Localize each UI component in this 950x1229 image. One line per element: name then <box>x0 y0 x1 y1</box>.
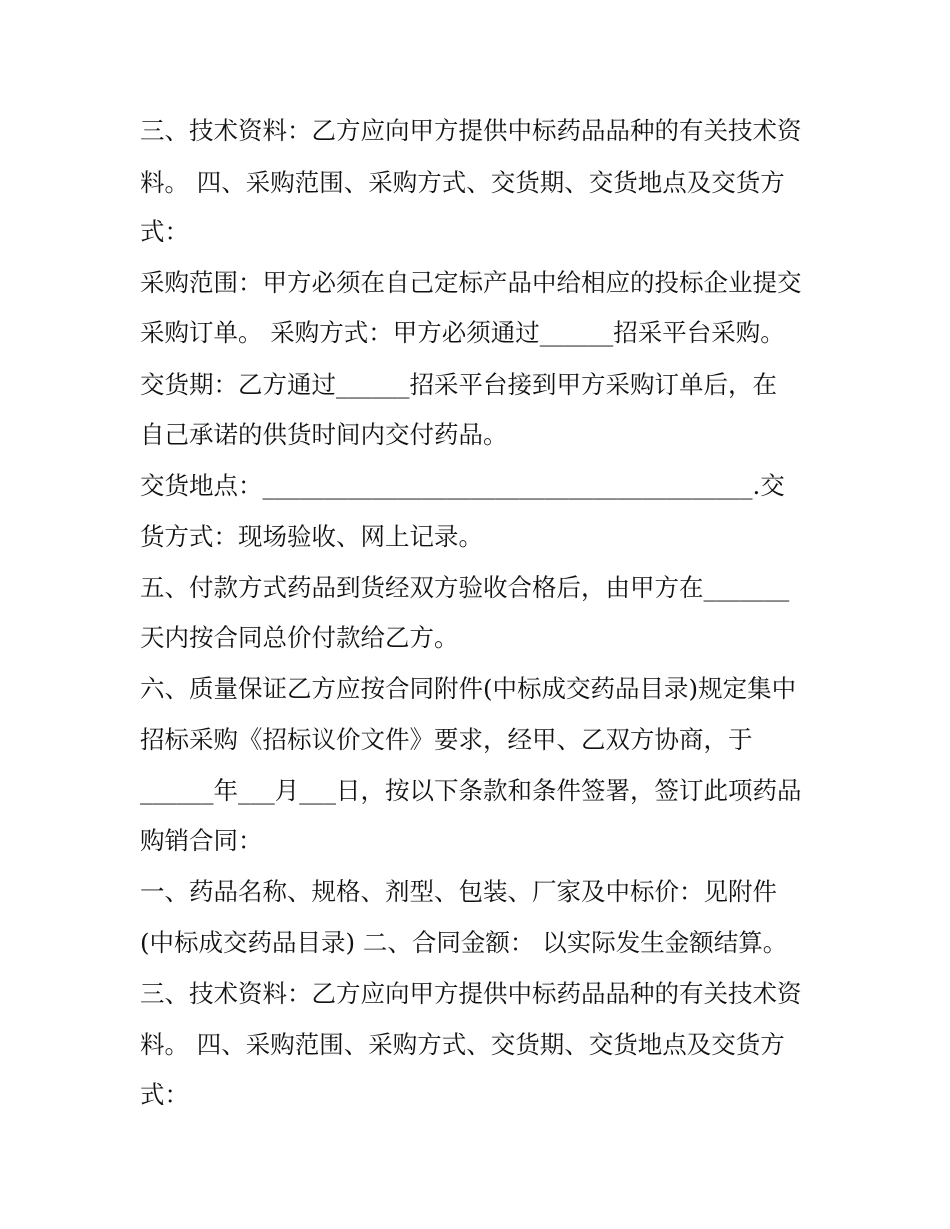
text-line: 招标采购《招标议价文件》要求，经甲、乙双方协商，于 <box>140 725 753 754</box>
text-line: 天内按合同总价付款给乙方。 <box>140 623 459 652</box>
text-line: 料。 四、采购范围、采购方式、交货期、交货地点及交货方 <box>140 168 785 197</box>
text-line: 采购订单。 采购方式：甲方必须通过______招采平台采购。 <box>140 318 785 347</box>
text-line: 式： <box>140 217 189 246</box>
text-line: 三、技术资料：乙方应向甲方提供中标药品品种的有关技术资 <box>140 979 802 1008</box>
text-line: 购销合同： <box>140 826 263 855</box>
text-line: 交货期：乙方通过______招采平台接到甲方采购订单后，在 <box>140 370 777 399</box>
text-line: 式： <box>140 1080 189 1109</box>
text-line: 自己承诺的供货时间内交付药品。 <box>140 420 508 449</box>
text-line: 货方式：现场验收、网上记录。 <box>140 522 483 551</box>
text-line: 采购范围：甲方必须在自己定标产品中给相应的投标企业提交 <box>140 268 802 297</box>
text-line: ______年___月___日，按以下条款和条件签署，签订此项药品 <box>140 776 802 805</box>
text-line: 一、药品名称、规格、剂型、包装、厂家及中标价：见附件 <box>140 877 777 906</box>
text-line: (中标成交药品目录) 二、合同金额： 以实际发生金额结算。 <box>140 928 788 957</box>
text-line: 三、技术资料：乙方应向甲方提供中标药品品种的有关技术资 <box>140 116 802 145</box>
text-line: 交货地点：________________________________________.交 <box>140 471 785 500</box>
text-line: 料。 四、采购范围、采购方式、交货期、交货地点及交货方 <box>140 1030 785 1059</box>
text-line: 六、质量保证乙方应按合同附件(中标成交药品目录)规定集中 <box>140 674 797 703</box>
text-line: 五、付款方式药品到货经双方验收合格后，由甲方在_______ <box>140 573 790 602</box>
